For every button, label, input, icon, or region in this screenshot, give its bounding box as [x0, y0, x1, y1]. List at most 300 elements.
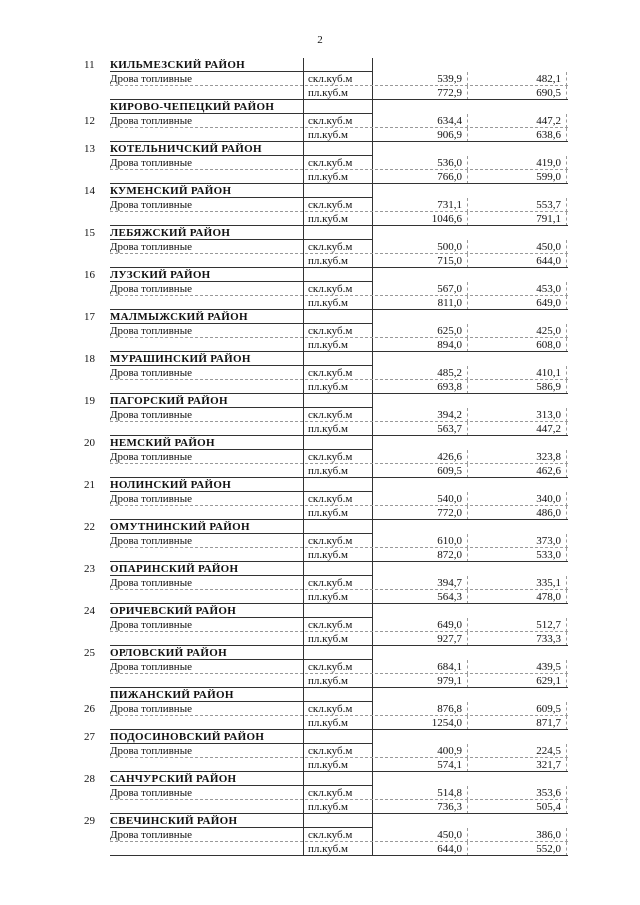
unit-label: скл.куб.м [308, 829, 353, 841]
column-divider [566, 170, 567, 184]
value-cell: 574,1 [437, 759, 462, 771]
column-divider [566, 744, 567, 758]
data-row [0, 576, 640, 590]
column-divider [566, 282, 567, 296]
value-cell: 644,0 [536, 255, 561, 267]
unit-label: пл.куб.м [308, 843, 348, 855]
value-cell: 453,0 [536, 283, 561, 295]
value-cell: 514,8 [437, 787, 462, 799]
data-row [0, 86, 640, 100]
column-divider [372, 212, 373, 226]
column-divider [372, 646, 373, 660]
value-cell: 439,5 [536, 661, 561, 673]
column-divider [372, 450, 373, 464]
column-divider [566, 576, 567, 590]
column-divider [372, 604, 373, 618]
item-name: Дрова топливные [110, 745, 192, 757]
column-divider [303, 688, 304, 702]
data-row [0, 114, 640, 128]
value-cell: 872,0 [437, 549, 462, 561]
data-row [0, 170, 640, 184]
district-section [0, 394, 640, 436]
column-divider [303, 758, 304, 772]
district-name: ОПАРИНСКИЙ РАЙОН [110, 563, 239, 575]
column-divider [467, 828, 468, 842]
item-name: Дрова топливные [110, 787, 192, 799]
unit-label: пл.куб.м [308, 255, 348, 267]
column-divider [372, 338, 373, 352]
district-section [0, 520, 640, 562]
unit-label: пл.куб.м [308, 423, 348, 435]
column-divider [566, 128, 567, 142]
column-divider [467, 758, 468, 772]
column-divider [372, 758, 373, 772]
column-divider [467, 240, 468, 254]
district-name: НЕМСКИЙ РАЙОН [110, 437, 215, 449]
district-name: ПАГОРСКИЙ РАЙОН [110, 395, 228, 407]
column-divider [303, 660, 304, 674]
column-divider [303, 590, 304, 604]
value-cell: 871,7 [536, 717, 561, 729]
column-divider [467, 282, 468, 296]
value-cell: 224,5 [536, 745, 561, 757]
column-divider [372, 436, 373, 450]
district-name: КИЛЬМЕЗСКИЙ РАЙОН [110, 59, 246, 71]
column-divider [303, 800, 304, 814]
district-section [0, 310, 640, 352]
district-header-row [0, 646, 640, 660]
value-cell: 684,1 [437, 661, 462, 673]
column-divider [566, 548, 567, 562]
column-divider [372, 520, 373, 534]
column-divider [303, 520, 304, 534]
unit-label: скл.куб.м [308, 451, 353, 463]
district-header-row [0, 730, 640, 744]
district-section [0, 814, 640, 856]
column-divider [372, 128, 373, 142]
unit-label: пл.куб.м [308, 297, 348, 309]
column-divider [372, 422, 373, 436]
column-divider [566, 380, 567, 394]
district-section [0, 268, 640, 310]
column-divider [303, 842, 304, 856]
unit-label: пл.куб.м [308, 213, 348, 225]
row-number: 19 [84, 395, 95, 407]
unit-label: скл.куб.м [308, 703, 353, 715]
column-divider [467, 212, 468, 226]
row-number: 21 [84, 479, 95, 491]
value-cell: 335,1 [536, 577, 561, 589]
data-row [0, 282, 640, 296]
value-cell: 927,7 [437, 633, 462, 645]
column-divider [372, 240, 373, 254]
row-number: 16 [84, 269, 95, 281]
column-divider [372, 58, 373, 72]
column-divider [467, 380, 468, 394]
column-divider [467, 450, 468, 464]
district-name: ЛЕБЯЖСКИЙ РАЙОН [110, 227, 231, 239]
value-cell: 321,7 [536, 759, 561, 771]
data-row [0, 240, 640, 254]
column-divider [372, 702, 373, 716]
column-divider [467, 506, 468, 520]
value-cell: 715,0 [437, 255, 462, 267]
district-section [0, 58, 640, 100]
value-cell: 386,0 [536, 829, 561, 841]
value-cell: 394,2 [437, 409, 462, 421]
district-name: КИРОВО-ЧЕПЕЦКИЙ РАЙОН [110, 101, 275, 113]
document-table [0, 58, 640, 856]
column-divider [303, 254, 304, 268]
column-divider [303, 324, 304, 338]
data-row [0, 464, 640, 478]
column-divider [303, 828, 304, 842]
column-divider [566, 366, 567, 380]
district-name: МУРАШИНСКИЙ РАЙОН [110, 353, 251, 365]
district-name: МАЛМЫЖСКИЙ РАЙОН [110, 311, 248, 323]
district-section [0, 772, 640, 814]
data-row [0, 338, 640, 352]
value-cell: 567,0 [437, 283, 462, 295]
data-row [0, 828, 640, 842]
unit-label: пл.куб.м [308, 591, 348, 603]
data-row [0, 366, 640, 380]
district-section [0, 352, 640, 394]
district-header-row [0, 814, 640, 828]
unit-label: пл.куб.м [308, 507, 348, 519]
column-divider [566, 786, 567, 800]
district-section [0, 226, 640, 268]
column-divider [566, 212, 567, 226]
data-row [0, 660, 640, 674]
value-cell: 447,2 [536, 423, 561, 435]
column-divider [566, 534, 567, 548]
district-section [0, 478, 640, 520]
row-divider [110, 855, 568, 856]
column-divider [566, 86, 567, 100]
column-divider [467, 548, 468, 562]
value-cell: 419,0 [536, 157, 561, 169]
column-divider [303, 702, 304, 716]
column-divider [303, 310, 304, 324]
row-number: 29 [84, 815, 95, 827]
column-divider [303, 296, 304, 310]
column-divider [372, 478, 373, 492]
value-cell: 564,3 [437, 591, 462, 603]
data-row [0, 450, 640, 464]
value-cell: 979,1 [437, 675, 462, 687]
district-name: КОТЕЛЬНИЧСКИЙ РАЙОН [110, 143, 262, 155]
value-cell: 486,0 [536, 507, 561, 519]
column-divider [303, 618, 304, 632]
value-cell: 539,9 [437, 73, 462, 85]
column-divider [372, 590, 373, 604]
unit-label: пл.куб.м [308, 87, 348, 99]
value-cell: 629,1 [536, 675, 561, 687]
column-divider [566, 590, 567, 604]
row-number: 15 [84, 227, 95, 239]
district-header-row [0, 100, 640, 114]
column-divider [467, 338, 468, 352]
column-divider [566, 408, 567, 422]
data-row [0, 156, 640, 170]
value-cell: 1254,0 [431, 717, 462, 729]
column-divider [372, 534, 373, 548]
item-name: Дрова топливные [110, 703, 192, 715]
column-divider [303, 422, 304, 436]
row-number: 26 [84, 703, 95, 715]
item-name: Дрова топливные [110, 619, 192, 631]
district-header-row [0, 772, 640, 786]
column-divider [303, 156, 304, 170]
value-cell: 586,9 [536, 381, 561, 393]
district-header-row [0, 310, 640, 324]
unit-label: скл.куб.м [308, 745, 353, 757]
data-row [0, 590, 640, 604]
value-cell: 425,0 [536, 325, 561, 337]
column-divider [372, 464, 373, 478]
column-divider [303, 450, 304, 464]
column-divider [372, 226, 373, 240]
column-divider [372, 170, 373, 184]
column-divider [566, 240, 567, 254]
unit-label: скл.куб.м [308, 199, 353, 211]
district-header-row [0, 268, 640, 282]
data-row [0, 324, 640, 338]
unit-label: скл.куб.м [308, 283, 353, 295]
column-divider [467, 156, 468, 170]
column-divider [372, 72, 373, 86]
value-cell: 450,0 [437, 829, 462, 841]
column-divider [566, 492, 567, 506]
column-divider [467, 702, 468, 716]
column-divider [566, 156, 567, 170]
column-divider [372, 254, 373, 268]
item-name: Дрова топливные [110, 115, 192, 127]
item-name: Дрова топливные [110, 451, 192, 463]
column-divider [566, 702, 567, 716]
column-divider [303, 366, 304, 380]
district-name: СВЕЧИНСКИЙ РАЙОН [110, 815, 238, 827]
data-row [0, 254, 640, 268]
district-header-row [0, 478, 640, 492]
data-row [0, 632, 640, 646]
column-divider [303, 408, 304, 422]
column-divider [566, 828, 567, 842]
column-divider [303, 632, 304, 646]
data-row [0, 786, 640, 800]
value-cell: 410,1 [536, 367, 561, 379]
column-divider [372, 492, 373, 506]
column-divider [303, 58, 304, 72]
column-divider [566, 254, 567, 268]
value-cell: 485,2 [437, 367, 462, 379]
data-row [0, 422, 640, 436]
column-divider [467, 576, 468, 590]
column-divider [372, 184, 373, 198]
column-divider [303, 268, 304, 282]
column-divider [467, 800, 468, 814]
value-cell: 766,0 [437, 171, 462, 183]
row-number: 12 [84, 115, 95, 127]
column-divider [467, 618, 468, 632]
column-divider [566, 338, 567, 352]
unit-label: скл.куб.м [308, 577, 353, 589]
column-divider [467, 660, 468, 674]
column-divider [372, 814, 373, 828]
column-divider [467, 170, 468, 184]
value-cell: 625,0 [437, 325, 462, 337]
data-row [0, 198, 640, 212]
value-cell: 894,0 [437, 339, 462, 351]
data-row [0, 72, 640, 86]
unit-label: пл.куб.м [308, 801, 348, 813]
column-divider [303, 576, 304, 590]
item-name: Дрова топливные [110, 409, 192, 421]
value-cell: 353,6 [536, 787, 561, 799]
value-cell: 772,9 [437, 87, 462, 99]
column-divider [467, 842, 468, 856]
value-cell: 649,0 [437, 619, 462, 631]
unit-label: пл.куб.м [308, 339, 348, 351]
district-header-row [0, 58, 640, 72]
data-row [0, 800, 640, 814]
column-divider [372, 674, 373, 688]
column-divider [372, 618, 373, 632]
column-divider [303, 72, 304, 86]
value-cell: 906,9 [437, 129, 462, 141]
row-number: 17 [84, 311, 95, 323]
column-divider [372, 394, 373, 408]
column-divider [303, 716, 304, 730]
unit-label: скл.куб.м [308, 367, 353, 379]
district-name: ПОДОСИНОВСКИЙ РАЙОН [110, 731, 265, 743]
value-cell: 505,4 [536, 801, 561, 813]
value-cell: 536,0 [437, 157, 462, 169]
column-divider [467, 254, 468, 268]
column-divider [303, 562, 304, 576]
unit-label: пл.куб.м [308, 759, 348, 771]
column-divider [303, 478, 304, 492]
value-cell: 634,4 [437, 115, 462, 127]
item-name: Дрова топливные [110, 661, 192, 673]
column-divider [303, 184, 304, 198]
column-divider [372, 506, 373, 520]
value-cell: 644,0 [437, 843, 462, 855]
district-name: САНЧУРСКИЙ РАЙОН [110, 773, 237, 785]
unit-label: скл.куб.м [308, 535, 353, 547]
value-cell: 313,0 [536, 409, 561, 421]
column-divider [372, 156, 373, 170]
district-name: ЛУЗСКИЙ РАЙОН [110, 269, 211, 281]
column-divider [303, 212, 304, 226]
district-header-row [0, 394, 640, 408]
column-divider [303, 380, 304, 394]
district-header-row [0, 352, 640, 366]
value-cell: 500,0 [437, 241, 462, 253]
column-divider [566, 632, 567, 646]
column-divider [303, 744, 304, 758]
unit-label: скл.куб.м [308, 115, 353, 127]
unit-label: скл.куб.м [308, 619, 353, 631]
data-row [0, 492, 640, 506]
column-divider [303, 142, 304, 156]
column-divider [566, 422, 567, 436]
column-divider [303, 100, 304, 114]
column-divider [467, 534, 468, 548]
unit-label: скл.куб.м [308, 241, 353, 253]
data-row [0, 674, 640, 688]
value-cell: 599,0 [536, 171, 561, 183]
column-divider [372, 576, 373, 590]
data-row [0, 534, 640, 548]
unit-label: пл.куб.м [308, 381, 348, 393]
column-divider [303, 492, 304, 506]
column-divider [303, 604, 304, 618]
column-divider [303, 730, 304, 744]
column-divider [372, 688, 373, 702]
column-divider [303, 436, 304, 450]
data-row [0, 548, 640, 562]
column-divider [467, 324, 468, 338]
column-divider [303, 506, 304, 520]
column-divider [303, 464, 304, 478]
data-row [0, 744, 640, 758]
district-section [0, 646, 640, 688]
column-divider [566, 464, 567, 478]
value-cell: 733,3 [536, 633, 561, 645]
district-name: ПИЖАНСКИЙ РАЙОН [110, 689, 234, 701]
column-divider [372, 408, 373, 422]
value-cell: 736,3 [437, 801, 462, 813]
value-cell: 638,6 [536, 129, 561, 141]
data-row [0, 380, 640, 394]
column-divider [372, 842, 373, 856]
item-name: Дрова топливные [110, 535, 192, 547]
value-cell: 553,7 [536, 199, 561, 211]
item-name: Дрова топливные [110, 325, 192, 337]
district-header-row [0, 688, 640, 702]
value-cell: 323,8 [536, 451, 561, 463]
column-divider [303, 338, 304, 352]
value-cell: 1046,6 [431, 213, 462, 225]
column-divider [467, 716, 468, 730]
column-divider [372, 282, 373, 296]
unit-label: пл.куб.м [308, 465, 348, 477]
item-name: Дрова топливные [110, 829, 192, 841]
unit-label: скл.куб.м [308, 325, 353, 337]
column-divider [467, 366, 468, 380]
district-header-row [0, 184, 640, 198]
data-row [0, 408, 640, 422]
column-divider [372, 380, 373, 394]
column-divider [372, 548, 373, 562]
data-row [0, 758, 640, 772]
column-divider [303, 128, 304, 142]
item-name: Дрова топливные [110, 493, 192, 505]
column-divider [566, 716, 567, 730]
column-divider [372, 324, 373, 338]
row-number: 11 [84, 59, 95, 71]
column-divider [303, 226, 304, 240]
column-divider [566, 324, 567, 338]
data-row [0, 506, 640, 520]
district-name: ОМУТНИНСКИЙ РАЙОН [110, 521, 250, 533]
column-divider [372, 100, 373, 114]
column-divider [566, 114, 567, 128]
column-divider [372, 114, 373, 128]
item-name: Дрова топливные [110, 199, 192, 211]
